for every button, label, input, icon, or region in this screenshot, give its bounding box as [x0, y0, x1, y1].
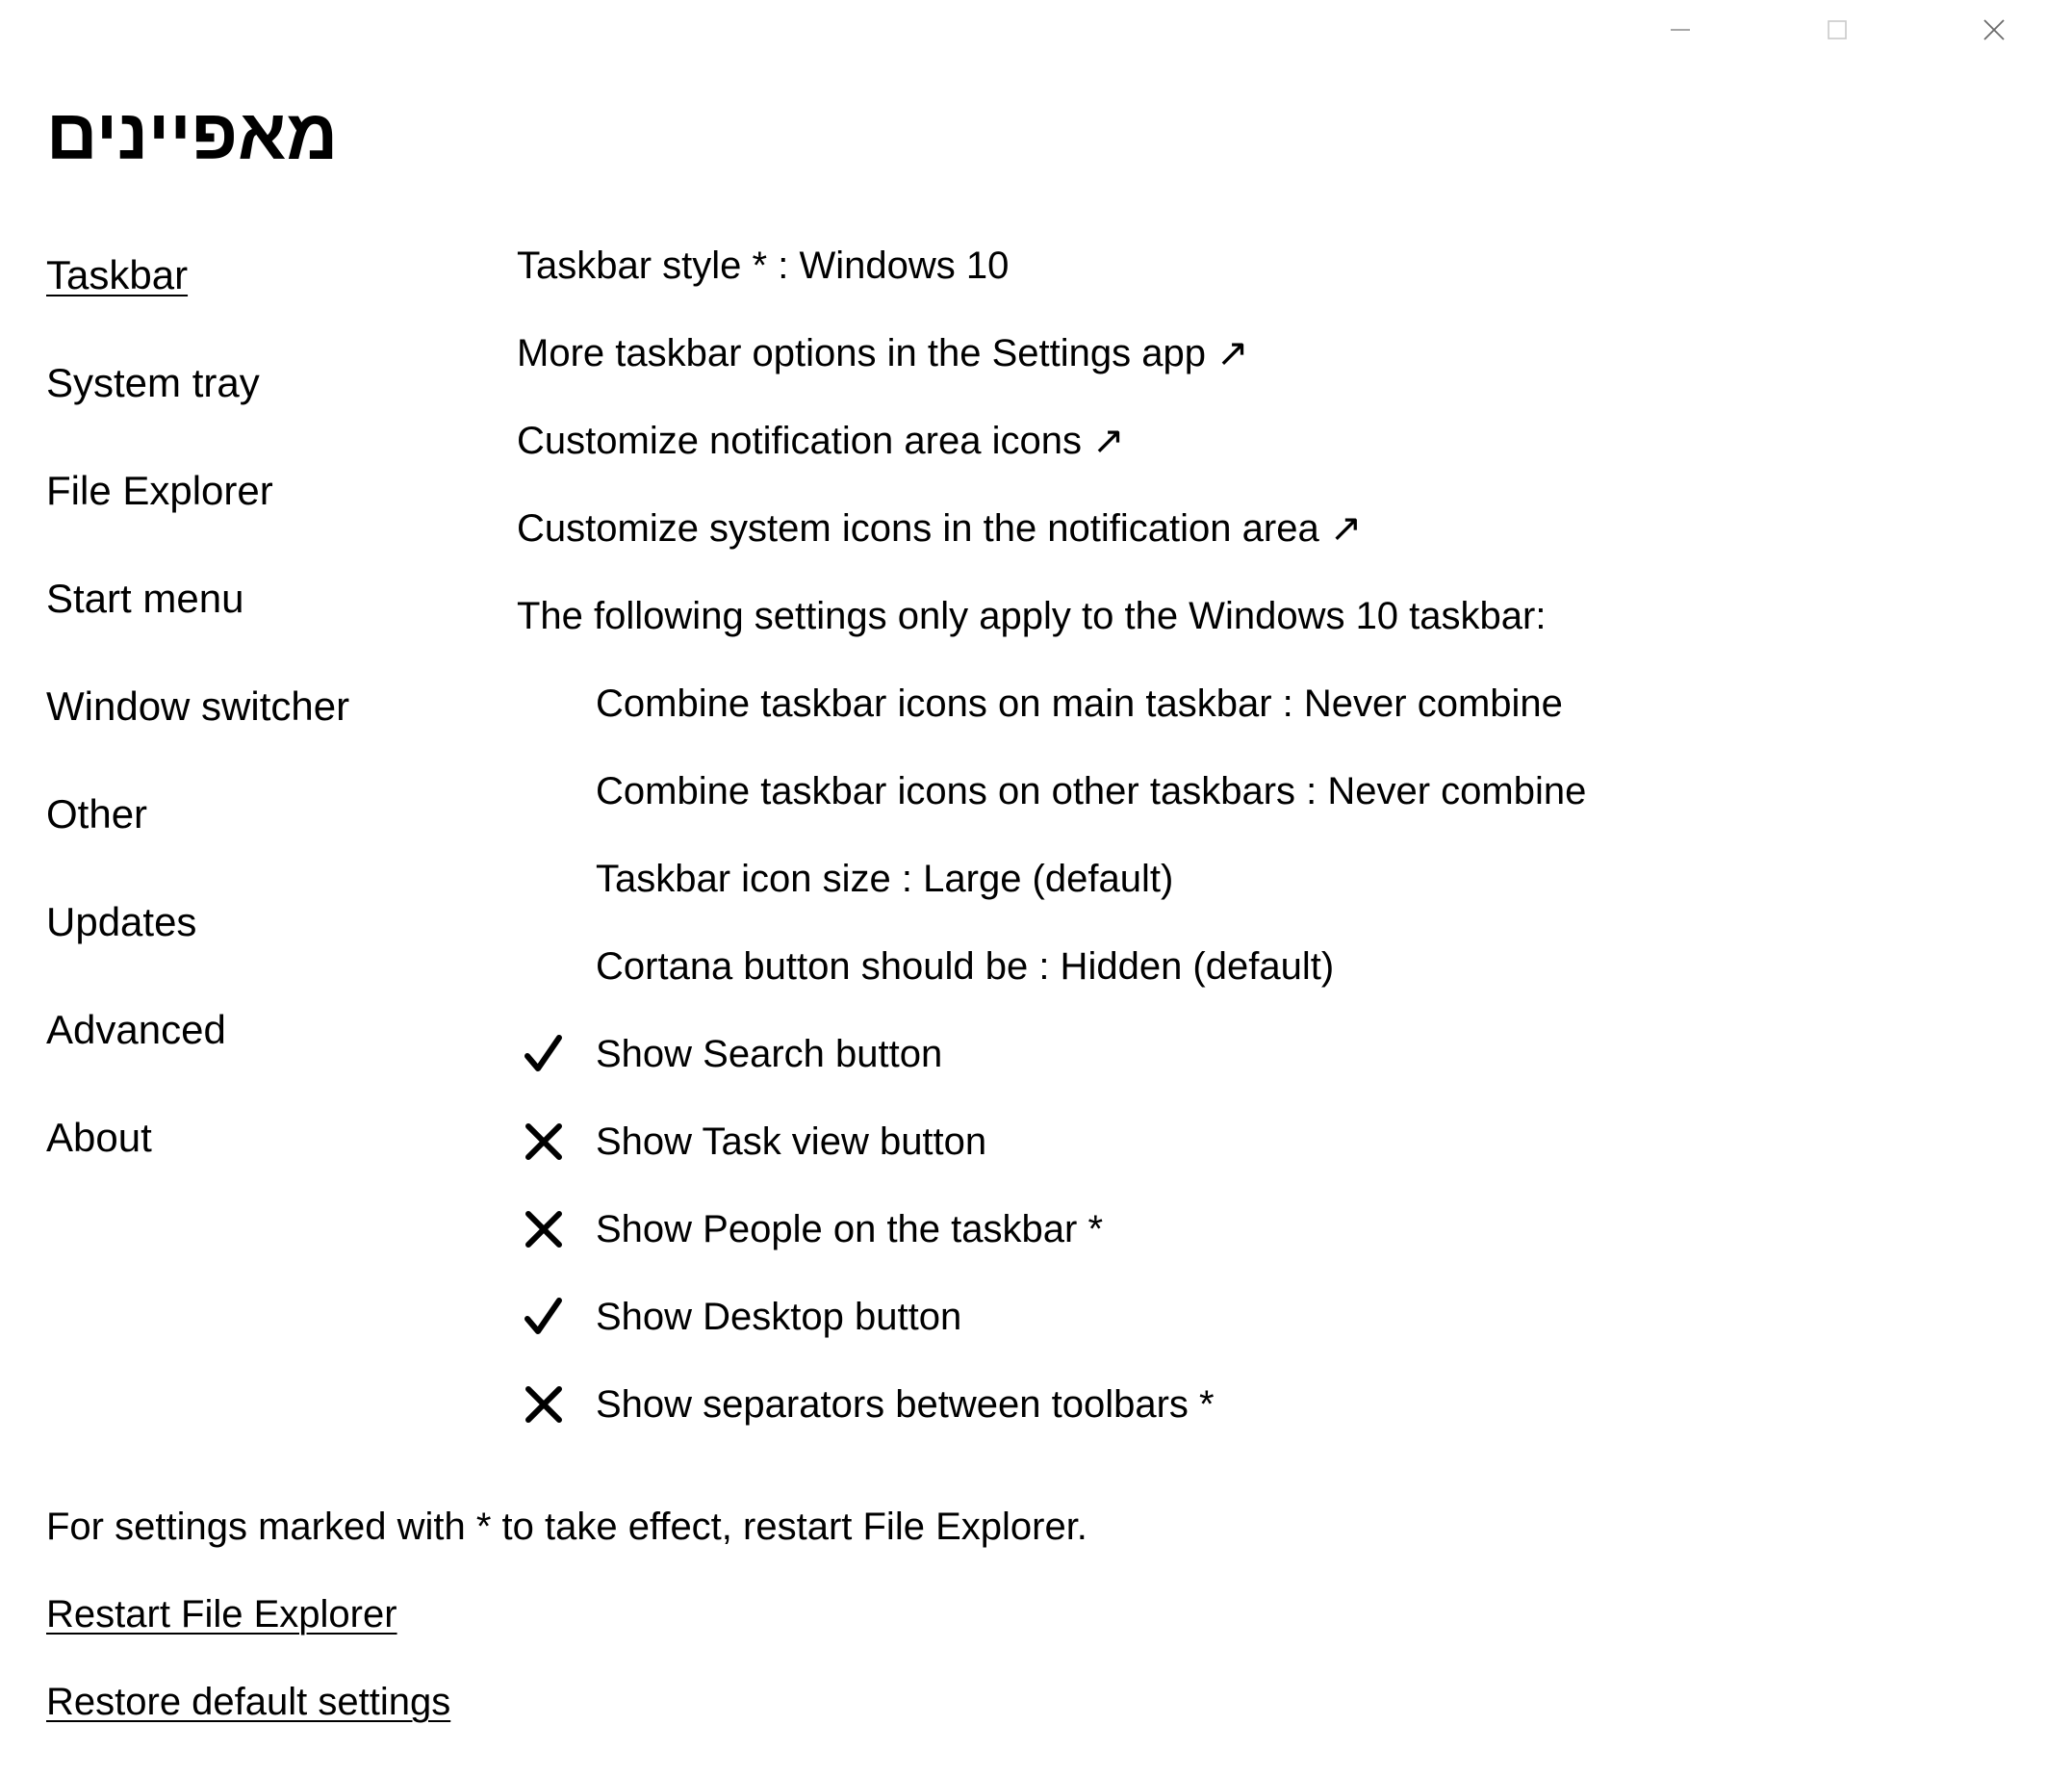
- combine-other-taskbars-setting[interactable]: Combine taskbar icons on other taskbars : Never combine: [596, 770, 1587, 812]
- sidebar: [46, 246, 470, 1217]
- sidebar-item-label: System tray: [46, 360, 260, 405]
- cross-icon: [517, 1200, 596, 1258]
- sidebar-item-window-switcher[interactable]: [46, 678, 470, 785]
- sidebar-item-start-menu[interactable]: [46, 570, 470, 678]
- toggle-label: Show Desktop button: [596, 1296, 962, 1338]
- sidebar-item-label: Taskbar: [46, 252, 189, 297]
- toggle-show-people-button[interactable]: [517, 1200, 2018, 1288]
- sidebar-item-label: About: [46, 1115, 152, 1160]
- close-icon: [1982, 17, 2007, 42]
- toggle-label: Show Task view button: [596, 1120, 987, 1163]
- system-icons-link[interactable]: Customize system icons in the notification area ↗: [517, 507, 1363, 550]
- sidebar-item-label: Window switcher: [46, 683, 350, 729]
- restart-note: For settings marked with * to take effect, restart File Explorer.: [46, 1506, 1087, 1548]
- maximize-button[interactable]: [1758, 0, 1915, 60]
- sidebar-item-about[interactable]: [46, 1109, 470, 1217]
- checkmark-icon: [517, 1288, 596, 1346]
- sidebar-item-advanced[interactable]: [46, 1001, 470, 1109]
- sidebar-item-taskbar[interactable]: [46, 246, 470, 354]
- sidebar-item-file-explorer[interactable]: [46, 462, 470, 570]
- footer: [46, 1498, 1087, 1761]
- restart-file-explorer-link[interactable]: Restart File Explorer: [46, 1593, 397, 1635]
- notification-icons-link[interactable]: Customize notification area icons ↗: [517, 420, 1125, 462]
- cross-icon: [517, 1376, 596, 1433]
- minimize-button[interactable]: [1601, 0, 1758, 60]
- sidebar-item-updates[interactable]: [46, 893, 470, 1001]
- sidebar-item-label: File Explorer: [46, 468, 273, 513]
- toggle-show-task-view-button[interactable]: [517, 1113, 2018, 1200]
- sidebar-item-label: Start menu: [46, 576, 244, 621]
- window-controls: [1601, 0, 2072, 60]
- toggle-show-search-button[interactable]: [517, 1025, 2018, 1113]
- checkmark-icon: [517, 1025, 596, 1083]
- minimize-icon: [1669, 18, 1692, 41]
- sidebar-item-other[interactable]: [46, 785, 470, 893]
- sidebar-item-label: Updates: [46, 899, 197, 944]
- toggle-label: Show People on the taskbar *: [596, 1208, 1104, 1250]
- combine-main-taskbar-setting[interactable]: Combine taskbar icons on main taskbar : Never combine: [596, 682, 1563, 725]
- sidebar-item-system-tray[interactable]: [46, 354, 470, 462]
- restore-default-settings-link[interactable]: Restore default settings: [46, 1681, 451, 1723]
- taskbar-style-setting[interactable]: Taskbar style * : Windows 10: [517, 245, 1010, 287]
- taskbar-icon-size-setting[interactable]: Taskbar icon size : Large (default): [596, 858, 1174, 900]
- maximize-icon: [1826, 18, 1849, 41]
- page-title: מאפיינים: [46, 94, 339, 174]
- toggle-show-toolbar-separators[interactable]: [517, 1376, 2018, 1463]
- settings-content: [517, 237, 2018, 1463]
- more-taskbar-options-link[interactable]: More taskbar options in the Settings app ↗: [517, 332, 1249, 374]
- toggle-label: Show Search button: [596, 1033, 943, 1075]
- cross-icon: [517, 1113, 596, 1171]
- cortana-button-setting[interactable]: Cortana button should be : Hidden (default): [596, 945, 1335, 988]
- sidebar-item-label: Other: [46, 791, 148, 837]
- win10-taskbar-note: The following settings only apply to the Windows 10 taskbar:: [517, 595, 1547, 637]
- toggle-label: Show separators between toolbars *: [596, 1383, 1215, 1426]
- close-button[interactable]: [1915, 0, 2072, 60]
- sidebar-item-label: Advanced: [46, 1007, 226, 1052]
- toggle-show-desktop-button[interactable]: [517, 1288, 2018, 1376]
